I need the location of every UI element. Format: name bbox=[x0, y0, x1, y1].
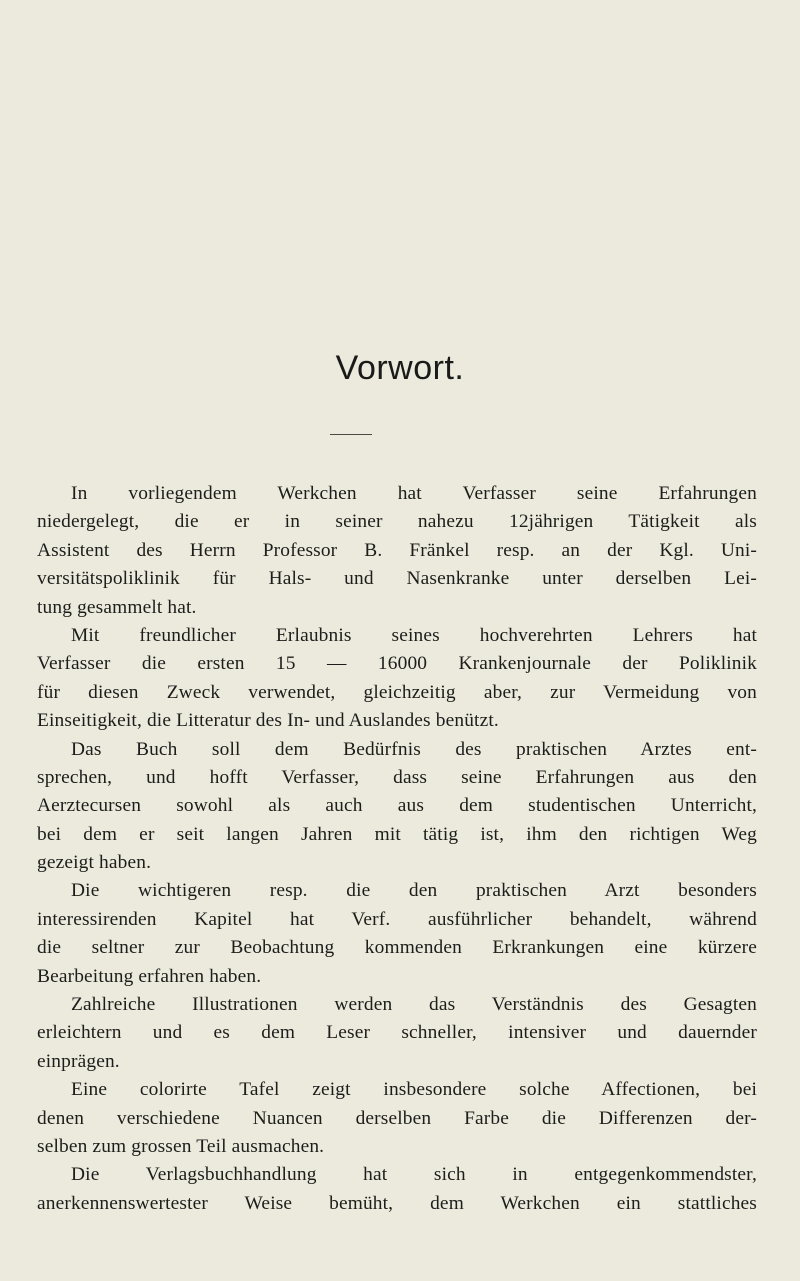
text-line: Zahlreiche Illustrationen werden das Verständnis des Gesagten bbox=[71, 994, 757, 1016]
text-line: Verfasser die ersten 15 — 16000 Krankenjournale der Poliklinik bbox=[37, 653, 757, 675]
text-line: Mit freundlicher Erlaubnis seines hochverehrten Lehrers hat bbox=[71, 624, 757, 646]
text-line: bei dem er seit langen Jahren mit tätig ist, ihm den richtigen Weg bbox=[37, 823, 757, 845]
text-line: interessirenden Kapitel hat Verf. ausführlicher behandelt, während bbox=[37, 908, 757, 930]
text-line: denen verschiedene Nuancen derselben Farbe die Differenzen der- bbox=[37, 1107, 757, 1129]
text-line: tung gesammelt hat. bbox=[37, 596, 197, 618]
text-line: Aerztecursen sowohl als auch aus dem studentischen Unterricht, bbox=[37, 795, 757, 817]
text-line: niedergelegt, die er in seiner nahezu 12jährigen Tätigkeit als bbox=[37, 511, 757, 533]
text-line: anerkennenswertester Weise bemüht, dem Werkchen ein stattliches bbox=[37, 1192, 757, 1214]
text-line: selben zum grossen Teil ausmachen. bbox=[37, 1135, 325, 1157]
text-line: Assistent des Herrn Professor B. Fränkel resp. an der Kgl. Uni- bbox=[37, 539, 757, 561]
text-line: Eine colorirte Tafel zeigt insbesondere solche Affectionen, bei bbox=[71, 1079, 757, 1101]
text-line: einprägen. bbox=[37, 1050, 120, 1072]
text-line: sprechen, und hofft Verfasser, dass seine Erfahrungen aus den bbox=[37, 766, 757, 788]
preface-body bbox=[37, 480, 757, 1218]
text-line: In vorliegendem Werkchen hat Verfasser seine Erfahrungen bbox=[71, 483, 757, 504]
page-title: Vorwort. bbox=[335, 349, 465, 387]
text-line: Einseitigkeit, die Litteratur des In- und Auslandes benützt. bbox=[37, 710, 499, 732]
text-line: Die wichtigeren resp. die den praktischen Arzt besonders bbox=[71, 880, 757, 902]
text-line: Das Buch soll dem Bedürfnis des praktischen Arztes ent- bbox=[71, 738, 757, 760]
text-line: Die Verlagsbuchhandlung hat sich in entgegenkommendster, bbox=[71, 1164, 757, 1186]
text-line: erleichtern und es dem Leser schneller, intensiver und dauernder bbox=[37, 1022, 757, 1044]
text-line: die seltner zur Beobachtung kommenden Erkrankungen eine kürzere bbox=[37, 937, 757, 959]
text-line: für diesen Zweck verwendet, gleichzeitig aber, zur Vermeidung von bbox=[37, 681, 757, 703]
title-divider bbox=[330, 434, 372, 435]
text-line: versitätspoliklinik für Hals- und Nasenkranke unter derselben Lei- bbox=[37, 568, 757, 590]
text-line: Bearbeitung erfahren haben. bbox=[37, 965, 262, 987]
text-line: gezeigt haben. bbox=[37, 852, 152, 874]
